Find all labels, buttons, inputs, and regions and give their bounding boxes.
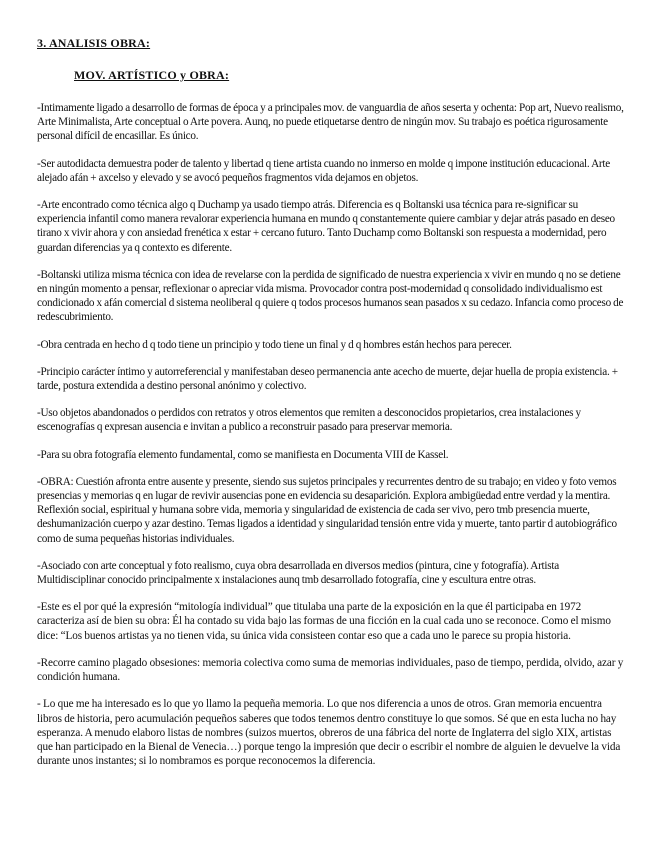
section-subheading: MOV. ARTÍSTICO y OBRA: [74,68,230,82]
paragraph: -Recorre camino plagado obsesiones: memoria colectiva como suma de memorias individuales, paso de tiempo, perdida, olvido, azar y condición humana. [37,656,624,684]
paragraph: -Boltanski utiliza misma técnica con idea de revelarse con la perdida de significado de nuestra experiencia x vivir en mundo q no se detiene en ningún momento a pensar, reflexionar o apreciar vida misma. Provocador contra post-modernidad q consolidado individualismo est condicionado x afán comercial d sistema neoliberal q quiere q todos procesos humanos sean pasados x su cedazo. Infancia como proceso de redescubrimiento. [37,268,624,324]
document-body [37,101,627,781]
paragraph: -Arte encontrado como técnica algo q Duchamp ya usado tiempo atrás. Diferencia es q Boltanski usa técnica para re-significar su experiencia infantil como manera revalorar experiencia humana en mundo q constantemente quiere cambiar y dejar atrás pasado en deseo tirano x vivir ahora y con ansiedad frenética x estar + cercano futuro. Tanto Duchamp como Boltanski son respuesta a modernidad, pero guardan diferencias ya q contexto es diferente. [37,199,615,254]
paragraph: -Para su obra fotografía elemento fundamental, como se manifiesta en Documenta VIII de Kassel. [37,448,449,461]
paragraph: -Intimamente ligado a desarrollo de formas de época y a principales mov. de vanguardia de años seserta y ochenta: Pop art, Nuevo realismo, Arte Minimalista, Arte conceptual o Arte povera. Aunq, no puede etiquetarse dentro de ningún mov. Su trabajo es poética rigurosamente personal difícil de encasillar. Es único. [37,102,624,143]
paragraph: -OBRA: Cuestión afronta entre ausente y presente, siendo sus sujetos principales y recurrentes dentro de su trabajo; en video y foto vemos presencias y memorias q en lugar de revivir ausencias pone en evidencia su desaparición. Explora ambigüedad entre verdad y la mentira. Reflexión social, espiritual y humana sobre vida, memoria y singularidad de existencia de cada ser vivo, pero tmb presencia muerte, deshumanización cuerpo y azar destino. Temas ligados a identidad y singularidad tensión entre vida y muerte, tanto partir d autobiográfico como de suma pequeñas historias individuales. [37,475,617,545]
paragraph: -Obra centrada en hecho d q todo tiene un principio y todo tiene un final y d q hombres están hechos para perecer. [37,338,512,351]
section-heading: 3. ANALISIS OBRA: [37,36,151,50]
paragraph: -Este es el por qué la expresión “mitología individual” que titulaba una parte de la exposición en la que él participaba en 1972 caracteriza así de bien su obra: Él ha contado su vida bajo las formas de una ficción en la cual cada uno se reconoce. Como el mismo dice: “Los buenos artistas ya no tienen vida, su única vida consisteen contar eso que a cada uno le parece su propia historia. [37,601,611,642]
paragraph: -Ser autodidacta demuestra poder de talento y libertad q tiene artista cuando no inmerso en molde q impone institución educacional. Arte alejado afán + axcelso y elevado y se avocó pequeños fragmentos vida dejamos en objetos. [37,157,610,184]
paragraph: -Asociado con arte conceptual y foto realismo, cuya obra desarrollada en diversos medios (pintura, cine y fotografía). Artista Multidisciplinar conocido principalmente x instalaciones aunq tmb desarrollado fotografía, cine y escultura entre otras. [37,559,559,587]
paragraph: -Principio carácter íntimo y autorreferencial y manifestaban deseo permanencia ante acecho de muerte, dejar huella de propia existencia. + tarde, postura extendida a destino personal anónimo y colectivo. [37,365,618,393]
paragraph: -Uso objetos abandonados o perdidos con retratos y otros elementos que remiten a desconocidos propietarios, crea instalaciones y escenografías q expresan ausencia e invitan a publico a reconstruir pasado para preservar memoria. [37,407,581,434]
paragraph: - Lo que me ha interesado es lo que yo llamo la pequeña memoria. Lo que nos diferencia a unos de otros. Gran memoria encuentra libros de historia, pero acumulación pequeños saberes que todos tenemos dentro constituye lo que somos. Sé que en esta lucha no hay esperanza. A menudo elaboro listas de nombres (suizos muertos, obreros de una fábrica del norte de Inglaterra del siglo XIX, artistas que han participado en la Bienal de Venecia…) porque tengo la impresión que decir o escribir el nombre de alguien le devuelve la vida durante unos instantes; si lo nombramos es porque reconocemos la diferencia. [37,698,621,768]
